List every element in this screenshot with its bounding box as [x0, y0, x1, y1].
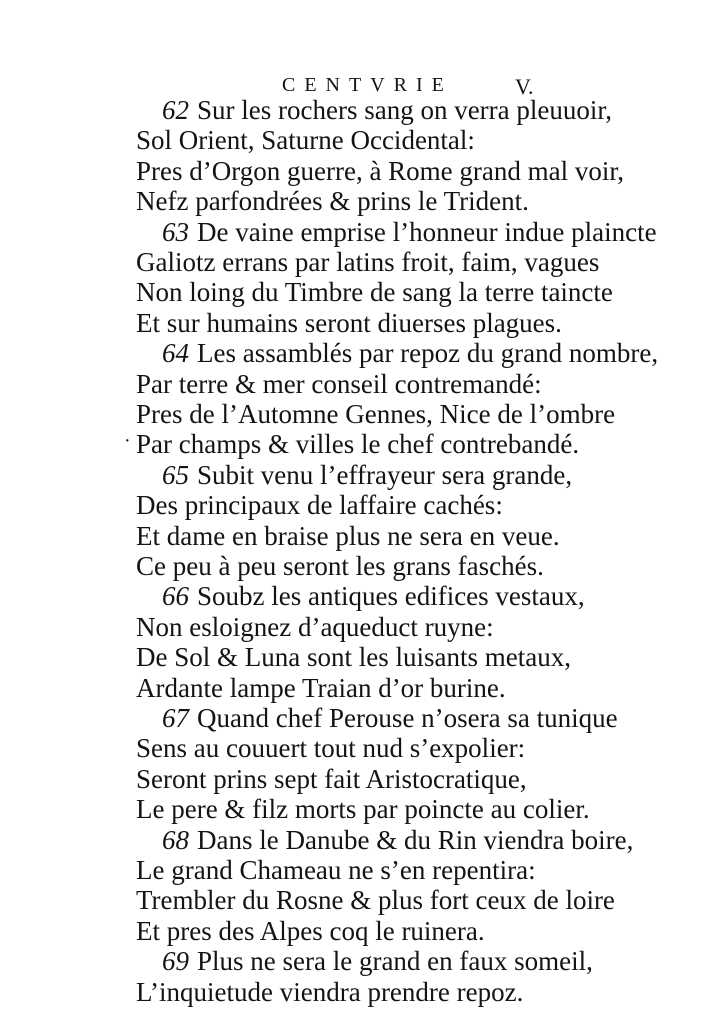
verse-text: Plus ne sera le grand en faux someil, [197, 946, 593, 977]
verse-text: Sur les rochers sang on verra pleuuoir, [197, 95, 613, 125]
verse-line [136, 125, 475, 155]
verse-line-numbered [162, 946, 593, 976]
quatrain-number: 65 [162, 459, 189, 490]
verse-line-numbered [162, 95, 612, 125]
verse-text: De vaine emprise l’honneur indue plaincte [197, 216, 657, 247]
verse-line [136, 490, 503, 520]
verse-line-numbered [162, 825, 633, 855]
verse-text: Par champs & villes le chef contrebandé. [136, 429, 580, 460]
quatrain-number: 64 [162, 338, 189, 369]
verse-text: Sens au couuert tout nud s’expolier: [136, 733, 526, 764]
verse-line-numbered [162, 703, 618, 733]
century-title: CENTVRIE [282, 74, 453, 96]
verse-line-numbered [162, 338, 658, 368]
verse-text: Soubz les antiques edifices vestaux, [197, 581, 585, 612]
verse-text: Non esloignez d’aqueduct ruyne: [136, 611, 494, 642]
verse-line-numbered [162, 460, 572, 490]
verse-line [136, 551, 544, 581]
verse-line-numbered [162, 217, 657, 247]
verse-text: Subit venu l’effrayeur sera grande, [197, 459, 573, 490]
verse-text: De Sol & Luna sont les luisants metaux, [136, 642, 571, 673]
verse-text: Trembler du Rosne & plus fort ceux de loire [136, 885, 615, 916]
verse-line [136, 308, 562, 338]
verse-line [136, 916, 485, 946]
verse-text: Et pres des Alpes coq le ruinera. [136, 915, 485, 946]
quatrain-number: 63 [162, 216, 189, 247]
verse-line [136, 612, 494, 642]
verse-line [136, 794, 590, 824]
verse-text: Pres d’Orgon guerre, à Rome grand mal voir, [136, 155, 625, 186]
verse-text: Et dame en braise plus ne sera en veue. [136, 520, 560, 551]
verse-line [136, 521, 560, 551]
verse-text: Les assamblés par repoz du grand nombre, [197, 338, 659, 369]
verse-text: Seront prins sept fait Aristocratique, [136, 763, 527, 794]
verse-text: Quand chef Perouse n’osera sa tunique [197, 703, 618, 733]
verse-text: Le pere & filz morts par poincte au colier. [136, 794, 590, 825]
verse-text: Sol Orient, Saturne Occidental: [136, 125, 475, 156]
verse-text: Galiotz errans par latins froit, faim, vagues [136, 247, 600, 277]
verse-line [136, 247, 599, 277]
verse-line [136, 642, 571, 672]
quatrain-number: 68 [162, 824, 189, 855]
verse-text: Dans le Danube & du Rin viendra boire, [197, 824, 634, 855]
verse-text: Pres de l’Automne Gennes, Nice de l’ombre [136, 399, 616, 429]
quatrain-number: 69 [162, 946, 189, 977]
verse-line [136, 186, 529, 216]
quatrain-number: 62 [162, 95, 189, 125]
verse-text: Non loing du Timbre de sang la terre taincte [136, 277, 613, 308]
verse-text: Et sur humains seront diuerses plagues. [136, 307, 562, 338]
verse-line [136, 977, 523, 1007]
verse-text: Par terre & mer conseil contremandé: [136, 368, 542, 399]
verse-line [136, 369, 542, 399]
century-number: V. [515, 74, 534, 99]
verse-line-numbered [162, 581, 585, 611]
verse-line [136, 429, 579, 459]
verse-text: Nefz parfondrées & prins le Trident. [136, 186, 529, 217]
stray-margin-mark: · [124, 430, 131, 452]
verse-line [136, 673, 506, 703]
verse-line [136, 277, 613, 307]
verse-text: L’inquietude viendra prendre repoz. [136, 976, 524, 1007]
verse-line [136, 399, 615, 429]
verse-text: Le grand Chameau ne s’en repentira: [136, 855, 536, 885]
verse-line [136, 733, 525, 763]
verse-text: Des principaux de laffaire cachés: [136, 490, 503, 521]
verse-text: Ce peu à peu seront les grans faschés. [136, 551, 544, 581]
verse-line [136, 764, 527, 794]
quatrain-number: 66 [162, 581, 189, 612]
verse-line [136, 855, 536, 885]
verse-line [136, 885, 615, 915]
verse-text: Ardante lampe Traian d’or burine. [136, 672, 506, 703]
quatrain-number: 67 [162, 703, 189, 733]
verse-line [136, 156, 624, 186]
